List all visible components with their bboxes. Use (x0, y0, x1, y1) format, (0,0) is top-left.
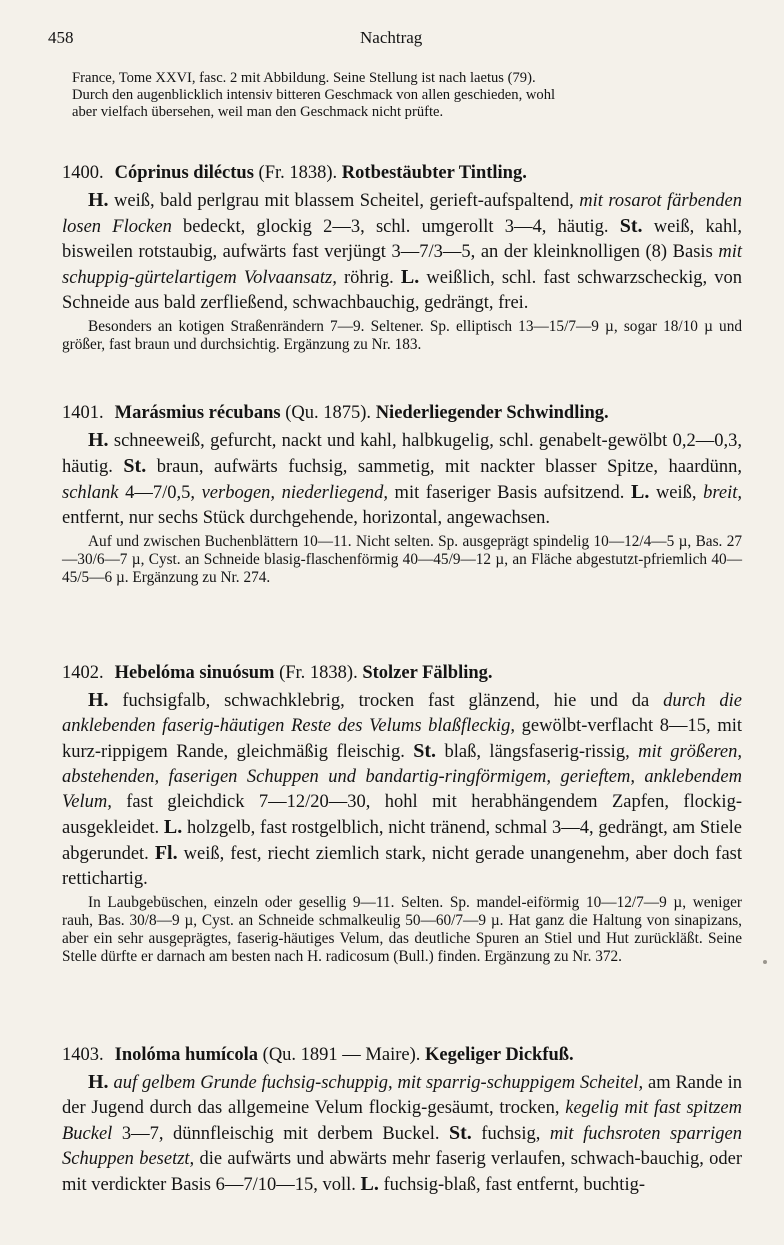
margin-speck (763, 960, 767, 964)
stiel-text: fast gleichdick 7—12/20—30, hohl mit herabhängendem Zapfen, flockig-ausgekleidet. (62, 792, 742, 838)
stiel-text: 4—7/0,5, (118, 483, 202, 503)
fleisch-label: Fl. (154, 842, 178, 864)
hut-label: H. (88, 429, 109, 451)
entry-heading (62, 1042, 742, 1068)
authority: (Qu. 1875). (285, 403, 372, 423)
entry-note: Besonders an kotigen Straßenrändern 7—9. Seltener. Sp. elliptisch 13—15/7—9 µ, sogar 18/10 µ und größer, fast braun und durchsichtig. Ergänzung zu Nr. 183. (62, 318, 742, 353)
german-name: Niederliegender Schwindling. (375, 403, 609, 423)
lamellen-label: L. (400, 266, 420, 288)
german-name: Kegeliger Dickfuß. (425, 1045, 574, 1065)
stiel-label: St. (448, 1122, 472, 1144)
stiel-text: braun, aufwärts fuchsig, sammetig, mit nackter blasser Spitze, haardünn, (146, 457, 742, 477)
hut-text: schneeweiß, gefurcht, nackt und kahl, halbkugelig, schl. genabelt-gewölbt 0,2—0,3, häutig. (62, 431, 742, 477)
lamellen-text: weiß, (649, 483, 704, 503)
authority: (Qu. 1891 — Maire). (262, 1045, 421, 1065)
scientific-name: Hebelóma sinuósum (114, 663, 275, 683)
german-name: Rotbestäubter Tintling. (341, 163, 527, 183)
stiel-text-italic: schlank (62, 483, 119, 503)
hut-text: weiß, bald perlgrau mit blassem Scheitel, gerieft-aufspaltend, (108, 191, 580, 211)
authority: (Fr. 1838). (279, 663, 358, 683)
hut-text: am Rande in der Jugend durch das allgemeine Velum flockig-gesäumt, trocken, (62, 1073, 742, 1118)
hut-text: gewölbt-verflacht 8—15, mit kurz-rippigem Rande, gleichmäßig fleischig. (62, 716, 742, 762)
scientific-name: Cóprinus diléctus (114, 163, 254, 183)
german-name: Stolzer Fälbling. (362, 663, 493, 683)
entry-description (62, 188, 742, 316)
scientific-name: Marásmius récubans (114, 403, 281, 423)
lamellen-label: L. (360, 1173, 379, 1195)
entry-1400 (62, 160, 742, 354)
entry-description (62, 428, 742, 531)
hut-label: H. (88, 1071, 109, 1093)
hut-text-italic: durch die anklebenden faserig-häutigen Reste des Velums blaßfleckig, (62, 691, 742, 736)
entry-number: 1401. (62, 403, 104, 423)
authority: (Fr. 1838). (258, 163, 338, 183)
hut-text-italic: kegelig mit fast spitzem Buckel (62, 1098, 742, 1144)
entry-number: 1400. (62, 163, 104, 183)
hut-text: fuchsigfalb, schwachklebrig, trocken fast glänzend, hie und da (108, 691, 664, 711)
hut-text: 3—7, dünnfleischig mit derbem Buckel. (112, 1124, 449, 1144)
lamellen-text: holzgelb, fast rostgelblich, nicht tränend, schmal 3—4, gedrängt, am Stiele abgerundet. (62, 818, 743, 864)
entry-note: In Laubgebüschen, einzeln oder gesellig 9—11. Selten. Sp. mandel-eiförmig 10—12/7—9 µ, weniger rauh, Bas. 30/8—9 µ, Cyst. an Schneide schmalkeulig 50—60/7—9 µ. Hat ganz die Haltung von sinapizans, aber ein sehr ausgeprägtes, faserig-häutiges Velum, das deutliche Spuren an Stiel und Hut zurückläßt. Seine Stelle dürfte er darnach am besten nach H. radicosum (Bull.) finden. Ergänzung zu Nr. 372. (62, 894, 742, 965)
page-number: 458 (48, 28, 74, 47)
lamellen-text: entfernt, nur sechs Stück durchgehende, horizontal, angewachsen. (62, 508, 551, 528)
entry-1402 (62, 660, 742, 966)
hut-text: bedeckt, glockig 2—3, schl. umgerollt 3—4, häutig. (171, 217, 620, 237)
stiel-text-italic: mit größeren, abstehenden, faserigen Schuppen und bandartig-ringförmigem, gerieftem, anklebendem Velum, (62, 742, 742, 812)
stiel-text: die aufwärts und abwärts mehr faserig verlaufen, schwach-bauchig, oder mit verdickter Basis 6—7/10—15, voll. (62, 1149, 742, 1195)
entry-description (62, 688, 742, 892)
entry-heading (62, 400, 742, 426)
entry-1403 (62, 1042, 742, 1198)
entry-description (62, 1070, 742, 1198)
stiel-text-italic: mit fuchsroten sparrigen Schuppen besetzt, (62, 1124, 742, 1169)
continued-paragraph (72, 70, 602, 121)
stiel-text: röhrig. (336, 268, 401, 288)
running-head: Nachtrag (360, 28, 423, 47)
entry-1401 (62, 400, 742, 587)
scientific-name: Inolóma humícola (114, 1045, 259, 1065)
stiel-text: fuchsig, (471, 1124, 550, 1144)
fleisch-text: weiß, fest, riecht ziemlich stark, nicht gerade unangenehm, aber doch fast rettichartig. (62, 844, 742, 889)
continued-line: aber vielfach übersehen, weil man den Geschmack nicht prüfte. (72, 104, 444, 120)
stiel-text: weiß, kahl, bisweilen rotstaubig, aufwärts fast verjüngt 3—7/3—5, an der kleinknolligen (8) Basis (62, 217, 742, 262)
page-header (0, 28, 784, 52)
hut-label: H. (88, 189, 109, 211)
stiel-label: St. (619, 215, 643, 237)
entry-heading (62, 160, 742, 186)
lamellen-text-italic: breit, (703, 483, 743, 503)
entry-number: 1402. (62, 663, 104, 683)
hut-label: H. (88, 689, 109, 711)
lamellen-label: L. (631, 481, 650, 503)
stiel-text: blaß, längsfaserig-rissig, (436, 742, 639, 762)
entry-heading (62, 660, 742, 686)
stiel-label: St. (123, 455, 147, 477)
lamellen-text: weißlich, schl. fast schwarzscheckig, von Schneide aus bald zerfließend, schwachbauchig, gedrängt, frei. (62, 268, 743, 313)
lamellen-label: L. (163, 816, 183, 838)
entry-number: 1403. (62, 1045, 104, 1065)
entry-note: Auf und zwischen Buchenblättern 10—11. Nicht selten. Sp. ausgeprägt spindelig 10—12/4—5 µ, Bas. 27—30/6—7 µ, Cyst. an Schneide blasig-flaschenförmig 40—45/9—12 µ, an Fläche abgestutzt-pfriemlich 40—45/5—6 µ. Ergänzung zu Nr. 274. (62, 533, 742, 586)
lamellen-text: fuchsig-blaß, fast entfernt, buchtig- (378, 1175, 645, 1195)
continued-line: Durch den augenblicklich intensiv bitteren Geschmack von allen geschieden, wohl (72, 87, 556, 103)
stiel-label: St. (413, 740, 437, 762)
stiel-text-italic: verbogen, niederliegend, (201, 483, 388, 503)
stiel-text: mit faseriger Basis aufsitzend. (387, 483, 632, 503)
continued-line: France, Tome XXVI, fasc. 2 mit Abbildung. Seine Stellung ist nach laetus (79). (72, 70, 536, 86)
hut-text-italic: auf gelbem Grunde fuchsig-schuppig, mit sparrig-schuppigem Scheitel, (113, 1073, 644, 1093)
hut-text-italic: mit rosarot färbenden losen Flocken (62, 191, 742, 237)
stiel-text-italic: mit schuppig-gürtelartigem Volvaansatz, (62, 242, 742, 288)
